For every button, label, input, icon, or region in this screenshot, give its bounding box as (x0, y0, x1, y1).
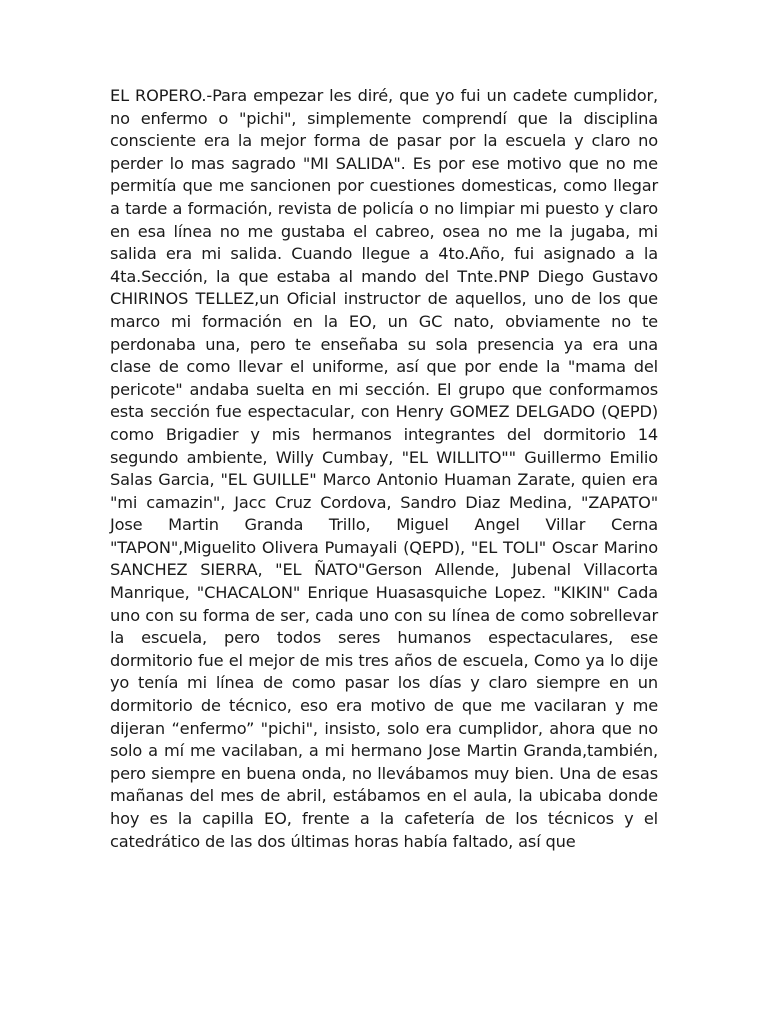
body-paragraph: EL ROPERO.-Para empezar les diré, que yo fui un cadete cumplidor, no enfermo o "pichi", simplemente comprendí que la disciplina consciente era la mejor forma de pasar por la escuela y claro no perder lo mas sagrado "MI SALIDA". Es por ese motivo que no me permitía que me sancionen por cuestiones domesticas, como llegar a tarde a formación, revista de policía o no limpiar mi puesto y claro en esa línea no me gustaba el cabreo, osea no me la jugaba, mi salida era mi salida. Cuando llegue a 4to.Año, fui asignado a la 4ta.Sección, la que estaba al mando del Tnte.PNP Diego Gustavo CHIRINOS TELLEZ,un Oficial instructor de aquellos, uno de los que marco mi formación en la EO, un GC nato, obviamente no te perdonaba una, pero te enseñaba su sola presencia ya era una clase de como llevar el uniforme, así que por ende la "mama del pericote" andaba suelta en mi sección. El grupo que conformamos esta sección fue espectacular, con Henry GOMEZ DELGADO (QEPD) como Brigadier y mis hermanos integrantes del dormitorio 14 segundo ambiente, Willy Cumbay, "EL WILLITO"" Guillermo Emilio Salas Garcia, "EL GUILLE" Marco Antonio Huaman Zarate, quien era "mi camazin", Jacc Cruz Cordova, Sandro Diaz Medina, "ZAPATO" Jose Martin Granda Trillo, Miguel Angel Villar Cerna "TAPON",Miguelito Olivera Pumayali (QEPD), "EL TOLI" Oscar Marino SANCHEZ SIERRA, "EL ÑATO"Gerson Allende, Jubenal Villacorta Manrique, "CHACALON" Enrique Huasasquiche Lopez. "KIKIN" Cada uno con su forma de ser, cada uno con su línea de como sobrellevar la escuela, pero todos seres humanos espectaculares, ese dormitorio fue el mejor de mis tres años de escuela, Como ya lo dije yo tenía mi línea de como pasar los días y claro siempre en un dormitorio de técnico, eso era motivo de que me vacilaran y me dijeran “enfermo” "pichi", insisto, solo era cumplidor, ahora que no solo a mí me vacilaban, a mi hermano Jose Martin Granda,también, pero siempre en buena onda, no llevábamos muy bien. Una de esas mañanas del mes de abril, estábamos en el aula, la ubicaba donde hoy es la capilla EO, frente a la cafetería de los técnicos y el catedrático de las dos últimas horas había faltado, así que (110, 86, 658, 851)
